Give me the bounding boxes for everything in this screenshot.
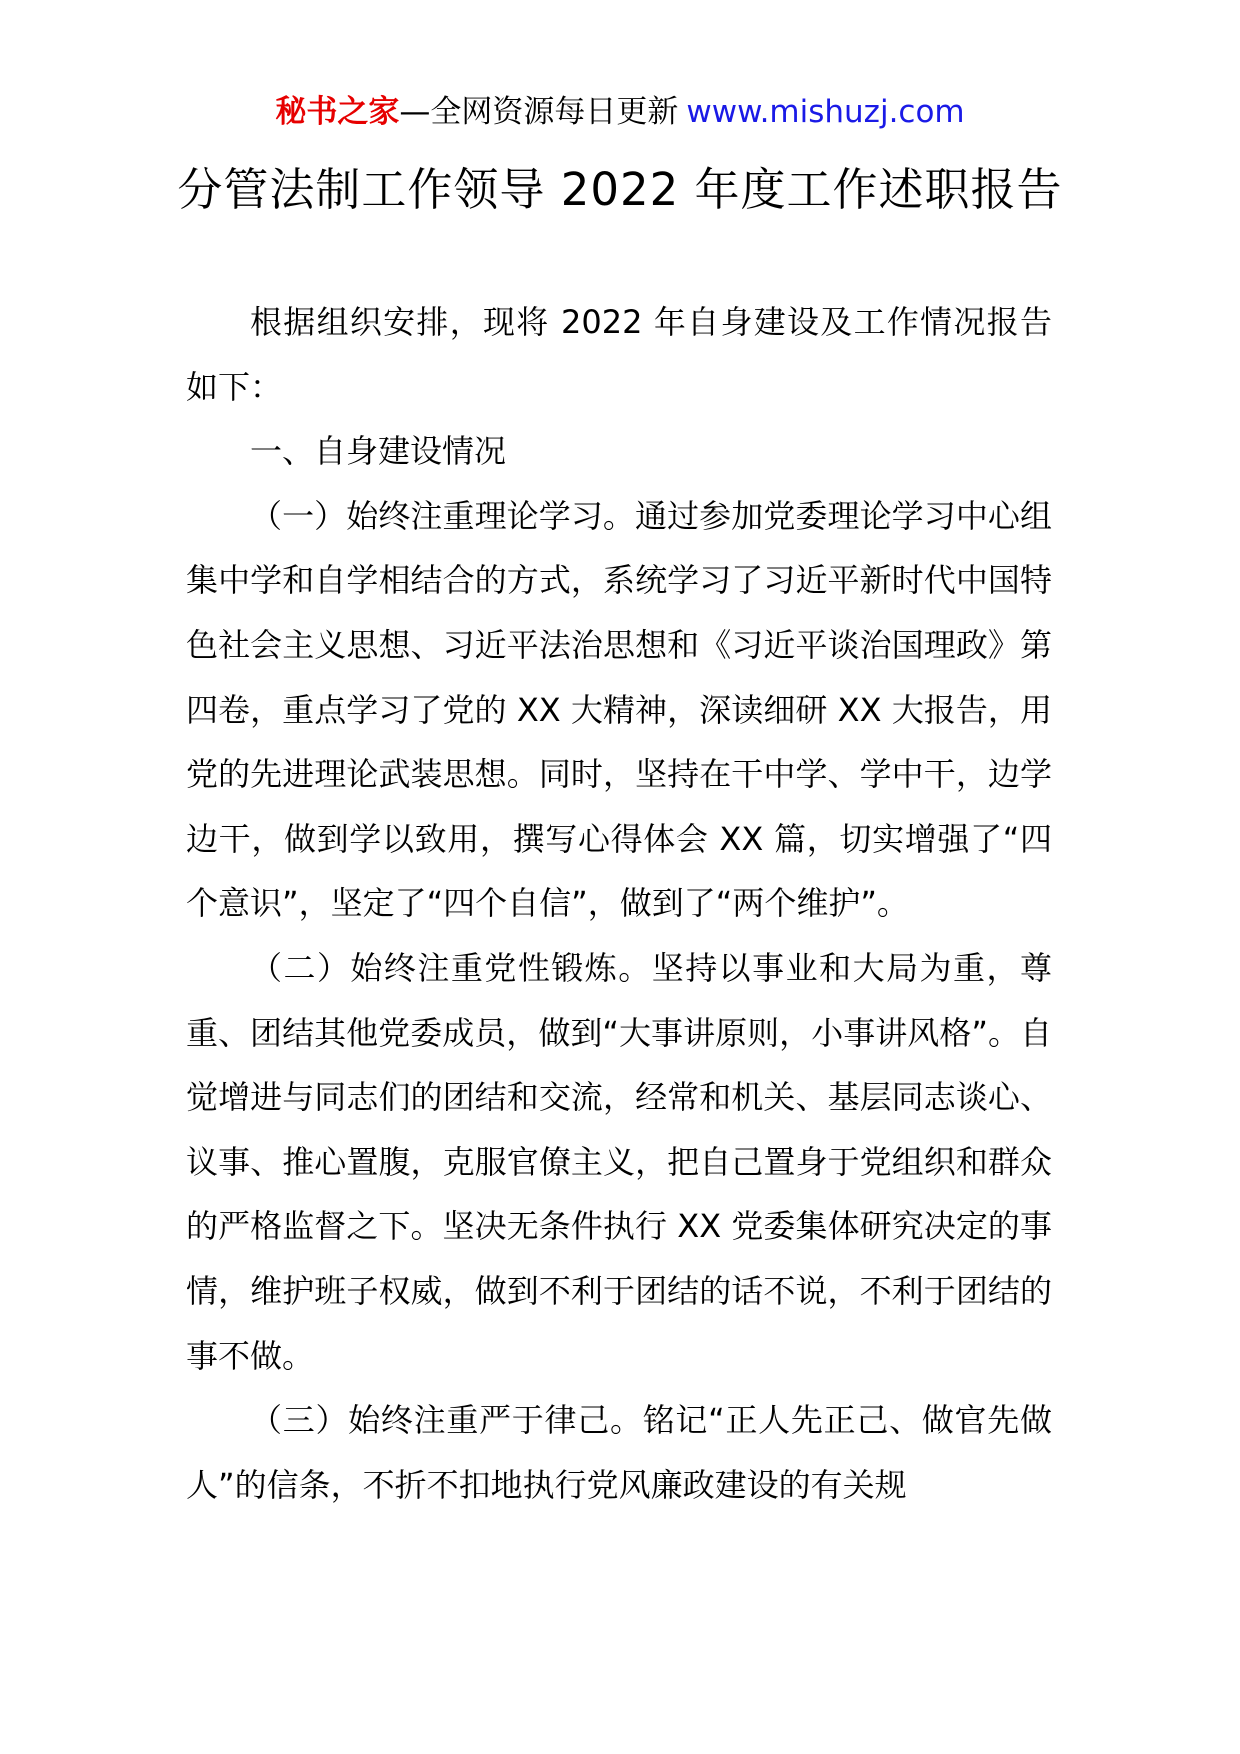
brand-name: 秘书之家 xyxy=(275,94,400,130)
intro-paragraph: 根据组织安排，现将 2022 年自身建设及工作情况报告如下： xyxy=(186,303,1052,406)
document-title: 分管法制工作领导 2022 年度工作述职报告 xyxy=(177,163,1063,216)
body-paragraph: （二）始终注重党性锻炼。坚持以事业和大局为重，尊重、团结其他党委成员，做到“大事讲原则，小事讲风格”。自觉增进与同志们的团结和交流，经常和机关、基层同志谈心、议事、推心置腹，克服官僚主义，把自己置身于党组织和群众的严格监督之下。坚决无条件执行 XX 党委集体研究决定的事情，维护班子权威，做到不利于团结的话不说，不利于团结的事不做。 xyxy=(186,948,1052,1375)
document-body xyxy=(186,290,1052,1517)
body-paragraph: （三）始终注重严于律己。铭记“正人先正己、做官先做人”的信条，不折不扣地执行党风廉政建设的有关规 xyxy=(186,1401,1052,1504)
section-heading: 一、自身建设情况 xyxy=(250,432,507,471)
site-header xyxy=(0,92,1240,132)
header-tagline: —全网资源每日更新 xyxy=(399,94,679,130)
body-paragraph: （一）始终注重理论学习。通过参加党委理论学习中心组集中学和自学相结合的方式，系统学习了习近平新时代中国特色社会主义思想、习近平法治思想和《习近平谈治国理政》第四卷，重点学习了党的 XX 大精神，深读细研 XX 大报告，用党的先进理论武装思想。同时，坚持在干中学、学中干，边学边干，做到学以致用，撰写心得体会 XX 篇，切实增强了“四个意识”，坚定了“四个自信”，做到了“两个维护”。 xyxy=(186,496,1052,923)
site-url-link[interactable]: www.mishuzj.com xyxy=(686,94,965,130)
